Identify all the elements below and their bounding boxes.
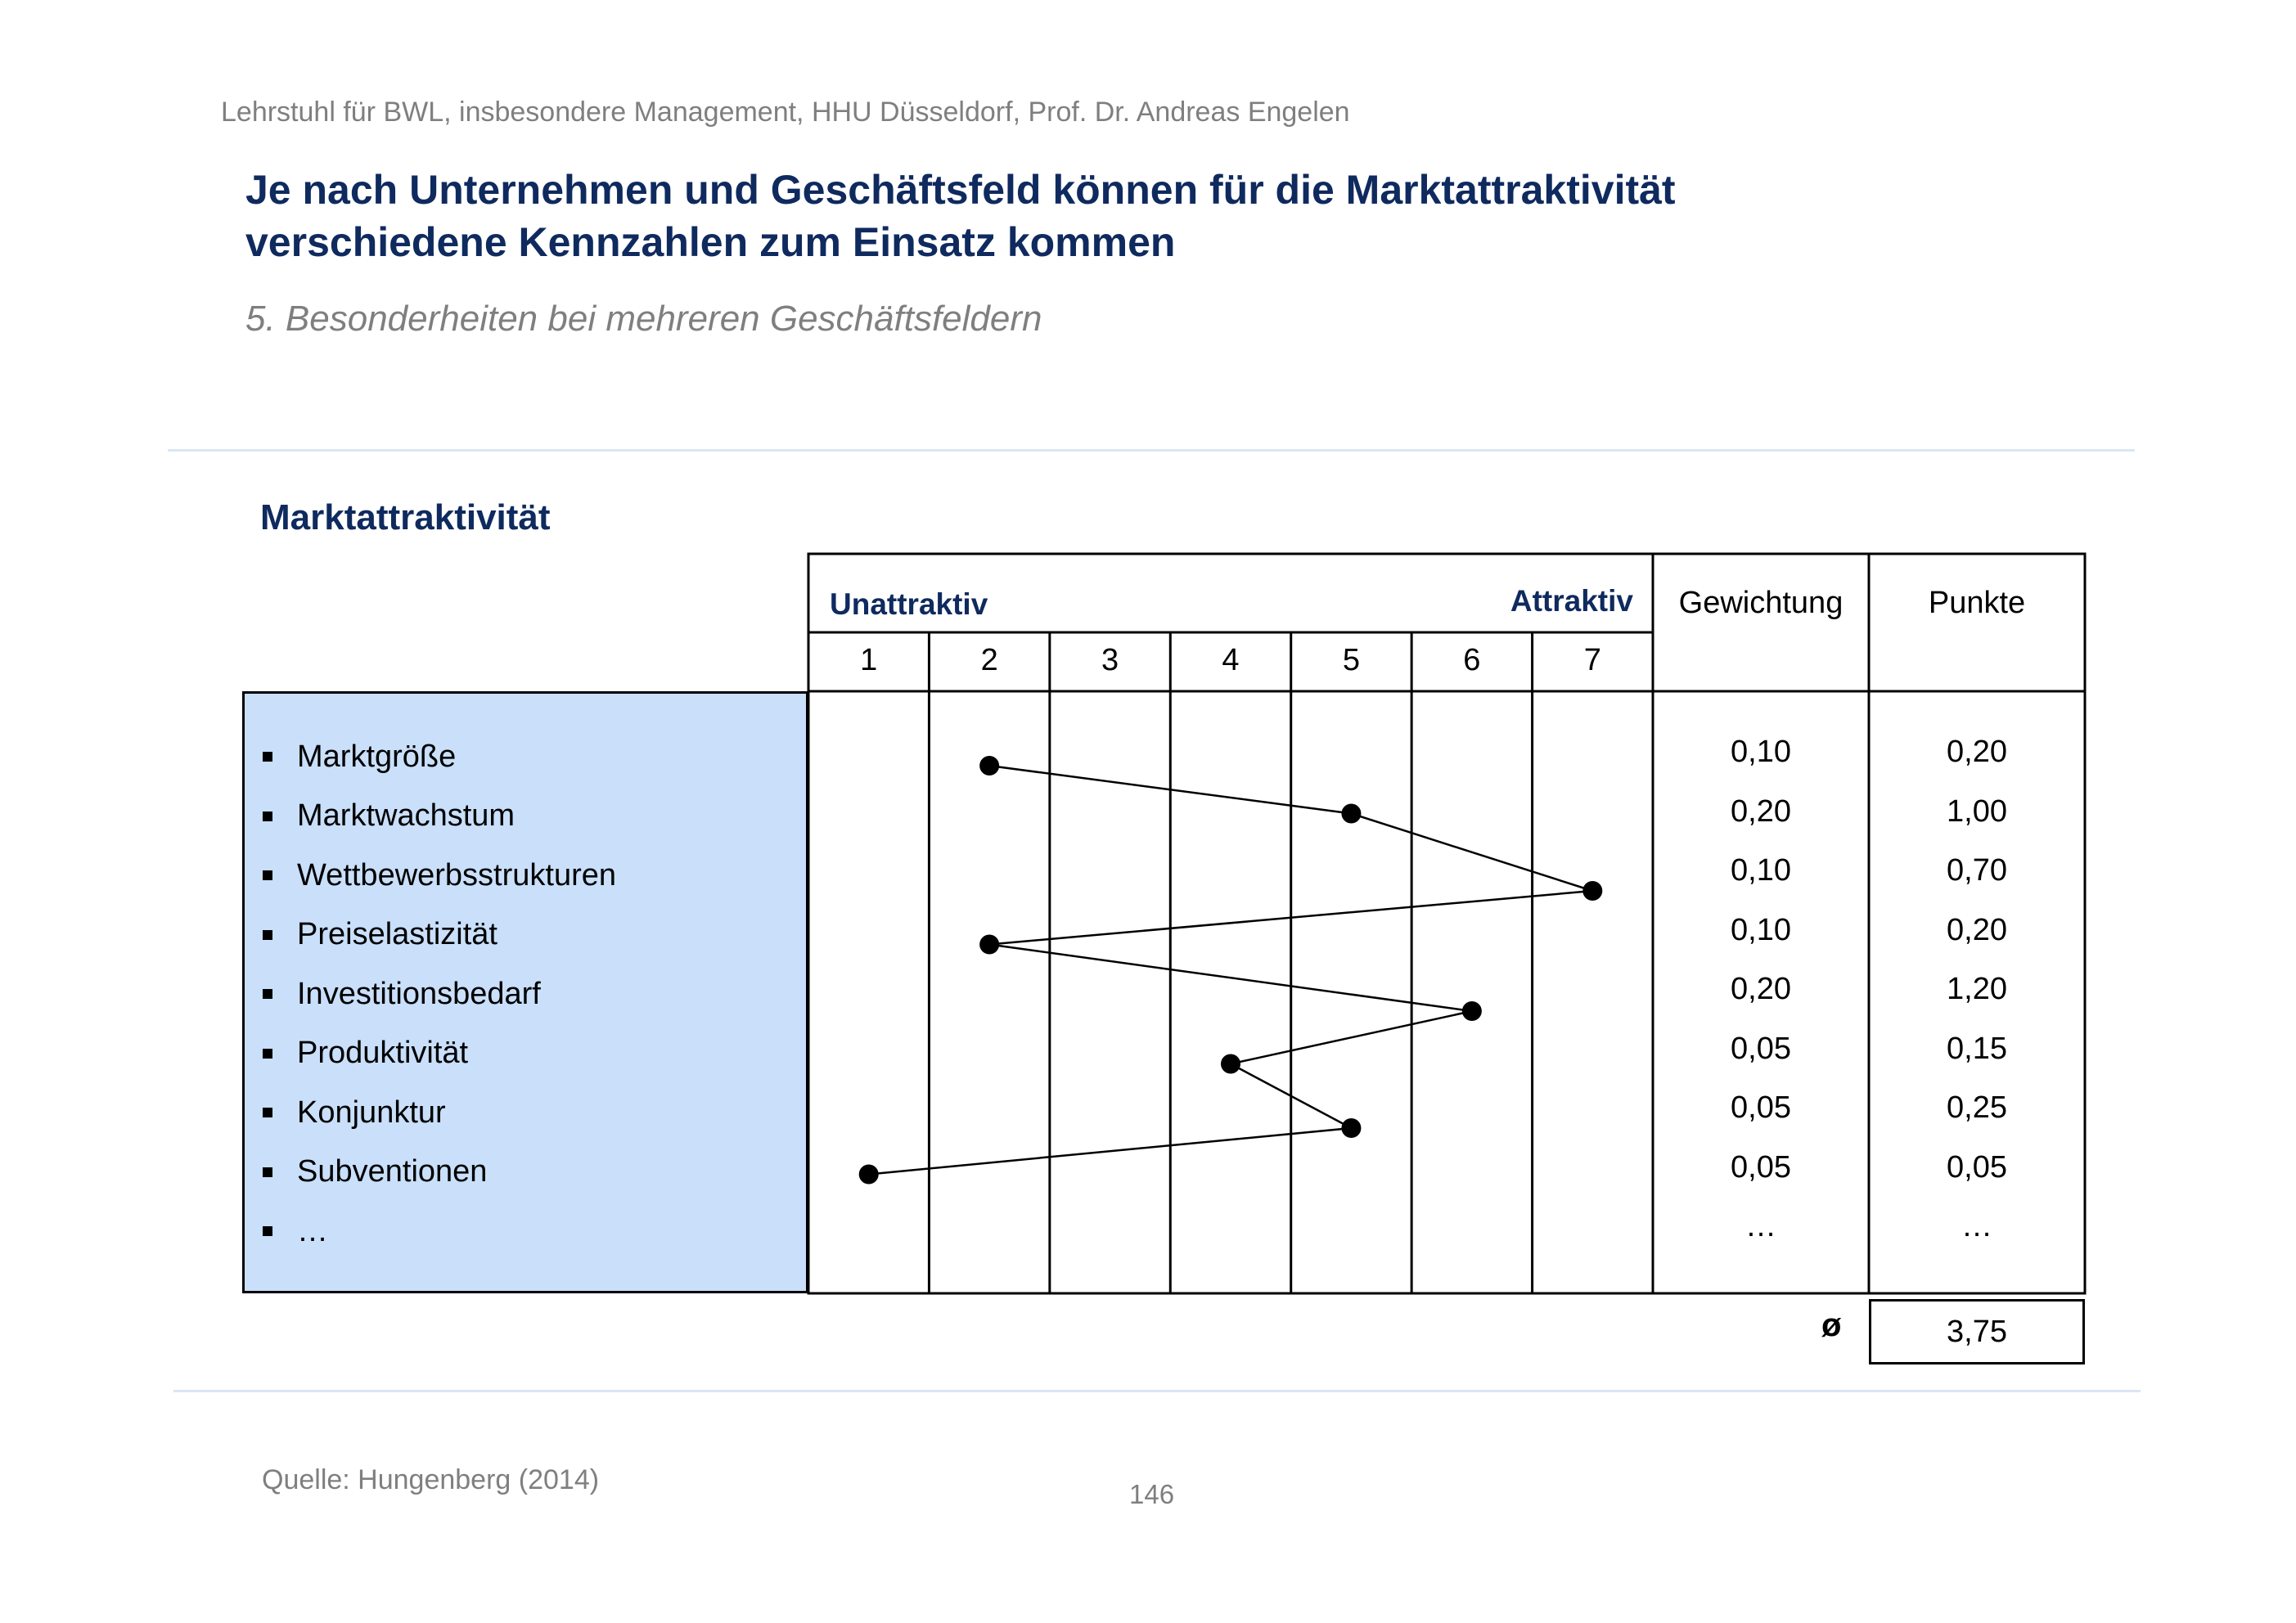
scale-number: 4	[1222, 643, 1240, 677]
rating-body-box	[808, 691, 1653, 1293]
scale-low-label: Unattraktiv	[830, 587, 988, 621]
weight-value: 0,05	[1731, 1031, 1791, 1066]
profile-point	[979, 756, 999, 776]
average-value: 3,75	[1947, 1314, 2007, 1349]
source-citation: Quelle: Hungenberg (2014)	[262, 1464, 600, 1495]
scale-number: 7	[1583, 643, 1601, 677]
profile-point	[1341, 804, 1361, 824]
weight-value: 0,10	[1731, 853, 1791, 888]
points-value: 0,20	[1947, 912, 2007, 947]
scale-high-label: Attraktiv	[1510, 584, 1633, 618]
criteria-label: Produktivität	[297, 1036, 469, 1070]
profile-point	[859, 1165, 879, 1185]
points-value: 1,20	[1947, 972, 2007, 1006]
page-subtitle: 5. Besonderheiten bei mehreren Geschäftsfeldern	[245, 299, 1042, 339]
profile-point	[1462, 1001, 1482, 1021]
scale-number: 2	[980, 643, 998, 677]
points-column-header: Punkte	[1928, 586, 2026, 620]
points-header-box	[1869, 554, 2085, 691]
criteria-label: Marktgröße	[297, 739, 457, 774]
points-value: 0,70	[1947, 853, 2007, 888]
weight-value: 0,20	[1731, 794, 1791, 829]
page-number: 146	[1129, 1479, 1175, 1509]
page-title-line-1: Je nach Unternehmen und Geschäftsfeld können für die Marktattraktivität	[245, 167, 1676, 213]
profile-line	[869, 766, 1593, 1175]
weight-column-header: Gewichtung	[1678, 586, 1844, 620]
institution-header: Lehrstuhl für BWL, insbesondere Management, HHU Düsseldorf, Prof. Dr. Andreas Engelen	[221, 97, 1350, 128]
profile-point	[1221, 1054, 1240, 1074]
criteria-label: Subventionen	[297, 1154, 488, 1189]
page-title-line-2: verschiedene Kennzahlen zum Einsatz kommen	[245, 219, 1176, 265]
points-value: 0,05	[1947, 1149, 2007, 1185]
profile-point	[1341, 1118, 1361, 1138]
average-symbol: ø	[1821, 1307, 1842, 1343]
weight-value: 0,10	[1731, 735, 1791, 769]
weight-value: 0,05	[1731, 1090, 1791, 1125]
weight-value: …	[1745, 1209, 1776, 1243]
scale-column-lines	[929, 632, 1532, 1293]
scale-number: 5	[1342, 643, 1360, 677]
criteria-label: Konjunktur	[297, 1095, 446, 1130]
section-title: Marktattraktivität	[260, 497, 551, 537]
weight-header-box	[1653, 554, 1869, 691]
criteria-label: Marktwachstum	[297, 798, 515, 833]
points-value: 0,15	[1947, 1031, 2007, 1066]
profile-points	[859, 756, 1603, 1185]
criteria-label: Investitionsbedarf	[297, 976, 541, 1011]
criteria-label: Wettbewerbsstrukturen	[297, 857, 617, 892]
criteria-label: Preiselastizität	[297, 917, 497, 951]
scale-number: 1	[860, 643, 878, 677]
bottom-divider	[173, 1390, 2141, 1392]
criteria-label: …	[297, 1213, 328, 1248]
weight-value: 0,05	[1731, 1149, 1791, 1185]
weight-value: 0,20	[1731, 972, 1791, 1006]
scale-number: 3	[1101, 643, 1119, 677]
points-value: …	[1961, 1209, 1992, 1243]
points-value: 1,00	[1947, 794, 2007, 829]
profile-point	[979, 935, 999, 955]
weight-value: 0,10	[1731, 912, 1791, 947]
profile-point	[1582, 881, 1602, 901]
average-box	[1869, 1299, 2085, 1364]
scale-number: 6	[1463, 643, 1481, 677]
points-value: 0,25	[1947, 1090, 2007, 1125]
points-value: 0,20	[1947, 735, 2007, 769]
